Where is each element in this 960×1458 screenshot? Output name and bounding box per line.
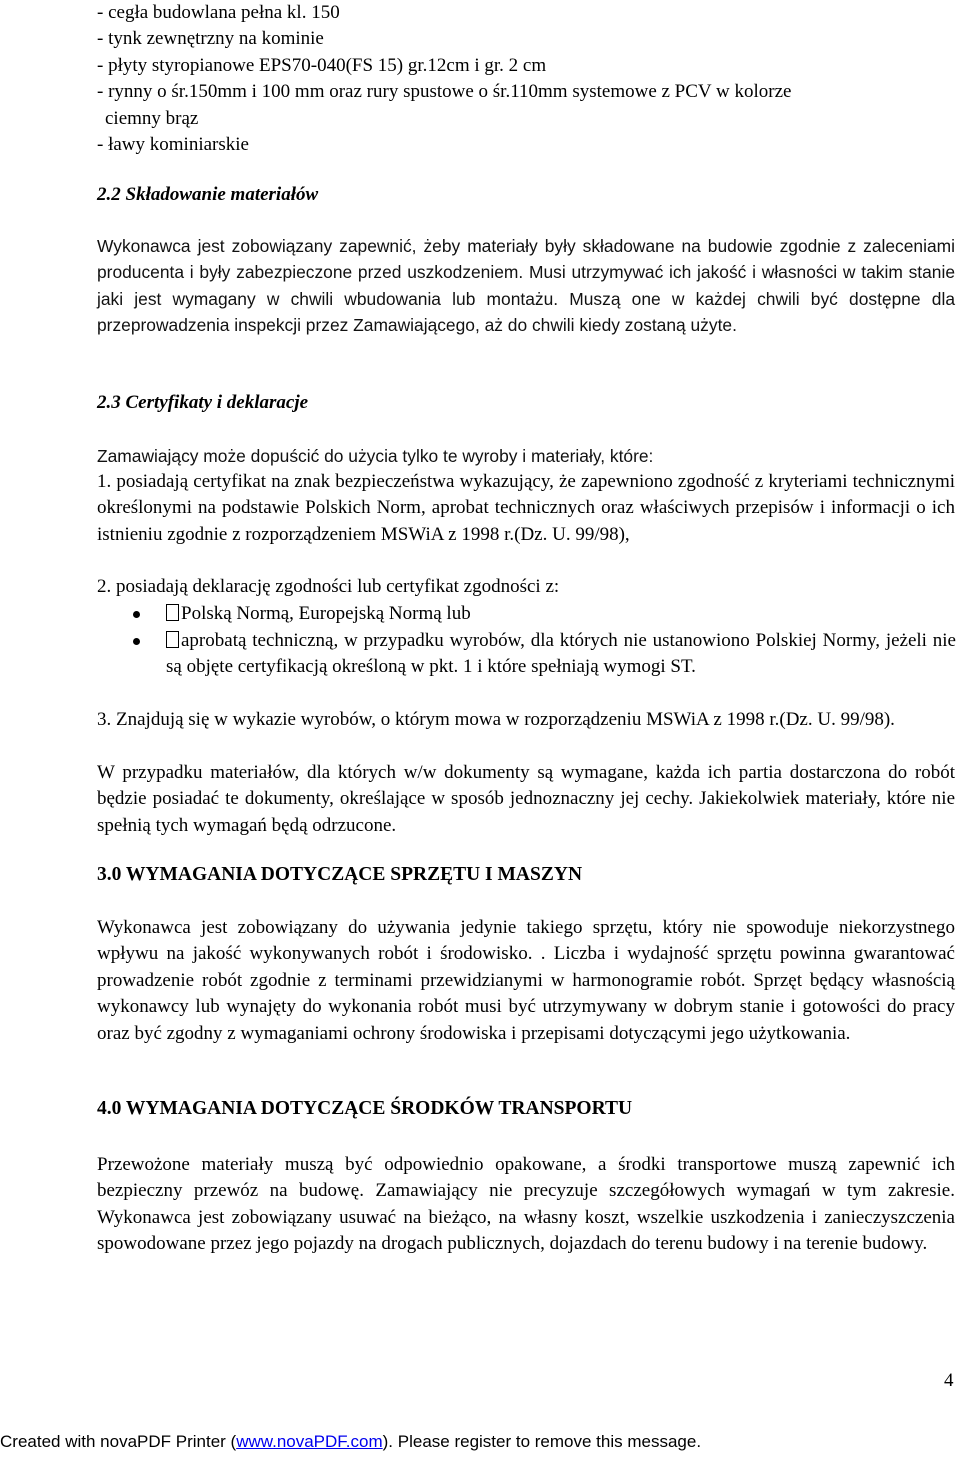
footer-text-before: Created with novaPDF Printer ( xyxy=(0,1432,237,1451)
footer-watermark xyxy=(0,1432,701,1452)
bullet-dot xyxy=(133,638,140,645)
footer-text-after: ). Please register to remove this message. xyxy=(382,1432,702,1451)
section-heading-3-0: 3.0 WYMAGANIA DOTYCZĄCE SPRZĘTU I MASZYN xyxy=(97,864,583,885)
checkbox-glyph-icon xyxy=(166,604,179,621)
checkbox-glyph-icon xyxy=(166,631,179,648)
section-heading-4-0: 4.0 WYMAGANIA DOTYCZĄCE ŚRODKÓW TRANSPORTU xyxy=(97,1098,633,1119)
list-item: - płyty styropianowe EPS70-040(FS 15) gr.12cm i gr. 2 cm xyxy=(97,54,547,76)
section-heading-2-3: 2.3 Certyfikaty i deklaracje xyxy=(97,392,309,413)
bullet-dot xyxy=(133,611,140,618)
section-heading-2-2: 2.2 Składowanie materiałów xyxy=(97,184,319,205)
list-item: - rynny o śr.150mm i 100 mm oraz rury spustowe o śr.110mm systemowe z PCV w kolorze xyxy=(97,81,792,103)
list-item: ciemny brąz xyxy=(105,107,199,129)
certificate-item-1: 1. posiadają certyfikat na znak bezpieczeństwa wykazujący, że zapewniono zgodność z kryteriami technicznymi określonymi na podstawie Polskich Norm, aprobat technicznych oraz właściwych przepisów i informacji o ich istnieniu zgodnie z rozporządzeniem MSWiA z 1998 r.(Dz. U. 99/98), xyxy=(97,471,955,545)
certificate-item-3: 3. Znajdują się w wykazie wyrobów, o którym mowa w rozporządzeniu MSWiA z 1998 r.(Dz. U. 99/98). xyxy=(97,709,895,730)
bullet-item-2: aprobatą techniczną, w przypadku wyrobów, dla których nie ustanowiono Polskiej Normy, jeżeli nie są objęte certyfikacją określoną w pkt. 1 i które spełniają wymogi ST. xyxy=(166,630,956,678)
materials-list xyxy=(97,0,927,158)
section-2-3-intro: Zamawiający może dopuścić do użycia tylko te wyroby i materiały, które: xyxy=(97,446,654,466)
list-item: - tynk zewnętrzny na kominie xyxy=(97,28,324,50)
footer-link[interactable]: www.novaPDF.com xyxy=(236,1432,383,1451)
bullet-item-1: Polską Normą, Europejską Normą lub xyxy=(166,601,956,627)
list-item: - ławy kominiarskie xyxy=(97,134,249,156)
section-2-2-paragraph: Wykonawca jest zobowiązany zapewnić, żeby materiały były składowane na budowie zgodnie z zaleceniami producenta i były zabezpieczone przed uszkodzeniem. Musi utrzymywać ich jakość i własności w takim stanie jaki jest wymagany w chwili wbudowania lub montażu. Muszą one w każdej chwili być dostępne dla przeprowadzenia inspekcji przez Zamawiającego, aż do chwili kiedy zostaną użyte. xyxy=(97,236,955,336)
certificate-item-2: 2. posiadają deklarację zgodności lub certyfikat zgodności z: xyxy=(97,576,560,597)
section-2-3-closing: W przypadku materiałów, dla których w/w dokumenty są wymagane, każda ich partia dostarczona do robót będzie posiadać te dokumenty, określające w sposób jednoznaczny jej cechy. Jakiekolwiek materiały, które nie spełnią tych wymagań będą odrzucone. xyxy=(97,762,955,836)
section-4-0-paragraph: Przewożone materiały muszą być odpowiednio opakowane, a środki transportowe muszą zapewnić ich bezpieczny przewóz na budowę. Zamawiający nie precyzuje szczegółowych wymagań w tym zakresie. Wykonawca jest zobowiązany usuwać na bieżąco, na własny koszt, wszelkie uszkodzenia i zanieczyszczenia spowodowane przez jego pojazdy na drogach publicznych, dojazdach do terenu budowy i na terenie budowy. xyxy=(97,1154,955,1255)
section-3-0-paragraph: Wykonawca jest zobowiązany do używania jedynie takiego sprzętu, który nie spowoduje niekorzystnego wpływu na jakość wykonywanych robót i środowisko. . Liczba i wydajność sprzętu powinna gwarantować prowadzenie robót zgodnie z terminami przewidzianymi w harmonogramie robót. Sprzęt będący własnością wykonawcy lub wynajęty do wykonania robót musi być utrzymywany w dobrym stanie i gotowości do pracy oraz być zgodny z wymaganiami ochrony środowiska i przepisami dotyczącymi jego użytkowania. xyxy=(97,917,955,1044)
list-item: - cegła budowlana pełna kl. 150 xyxy=(97,2,340,23)
page-number: 4 xyxy=(944,1370,954,1391)
